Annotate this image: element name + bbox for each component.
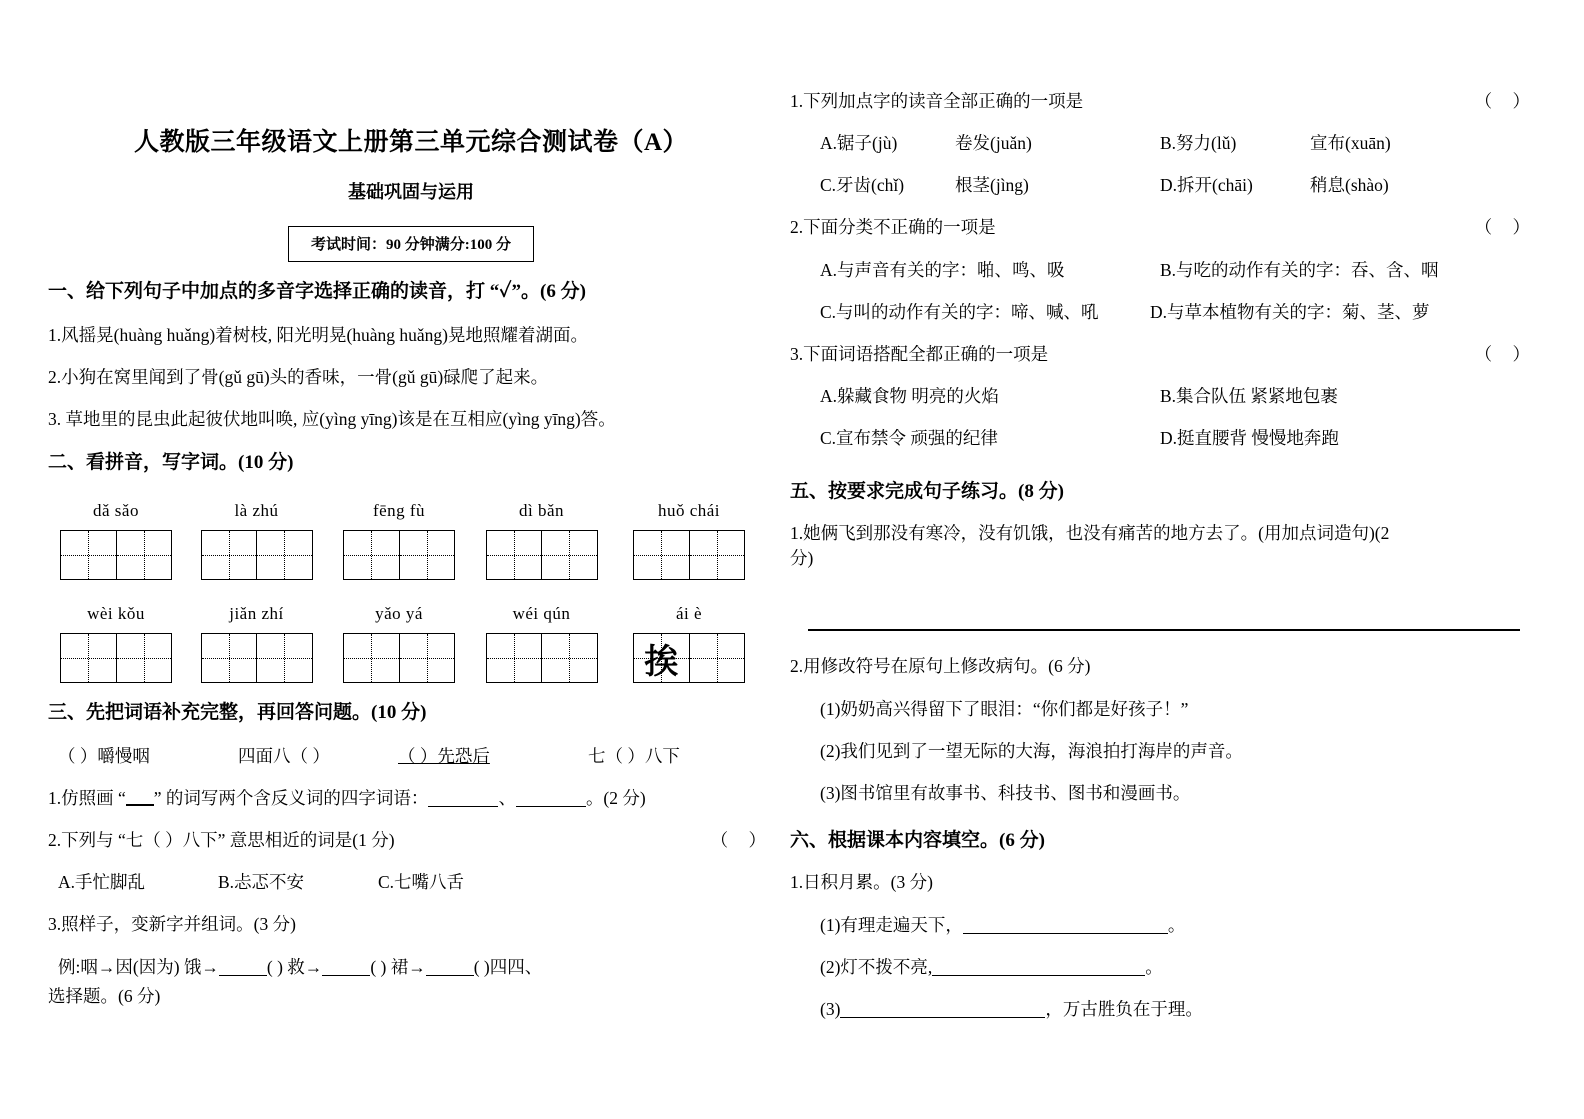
right-question-1 <box>790 88 1538 115</box>
section-6-question-1-heading: 1.日积月累。(3 分) <box>790 872 933 893</box>
writing-boxes-row-2 <box>48 633 774 683</box>
section-5-q2-item-2: (2)我们见到了一望无际的大海，海浪拍打海岸的声音。 <box>820 740 1243 761</box>
grid-glyph <box>487 531 542 579</box>
option-b[interactable]: B.集合队伍 紧紧地包裹 <box>1160 385 1338 406</box>
writing-boxes-row-1 <box>48 530 774 580</box>
answer-paren[interactable]: （ ） <box>710 830 774 851</box>
q3-stem: 3.下面词语搭配全都正确的一项是 <box>790 343 1049 364</box>
section-6-item-3 <box>790 996 1538 1023</box>
writing-grid[interactable] <box>343 633 455 683</box>
q2-stem: 2.下面分类不正确的一项是 <box>790 217 996 238</box>
page-subtitle: 基础巩固与运用 <box>348 182 474 202</box>
q1-stem: 1.下列加点字的读音全部正确的一项是 <box>790 91 1084 111</box>
pinyin-label: dǎ sǎo <box>93 501 139 521</box>
right-q2-options-row-1 <box>790 257 1538 284</box>
section-5-question-1-line-2: 分) <box>790 548 814 568</box>
option-d-word2[interactable]: 稍息(shào) <box>1310 175 1389 196</box>
grid-glyph <box>202 531 257 579</box>
section-6-heading: 六、根据课本内容填空。(6 分) <box>790 829 1045 851</box>
writing-grid[interactable] <box>633 530 745 580</box>
section-6-item-1 <box>790 912 1538 939</box>
answer-blank[interactable] <box>426 975 474 976</box>
section-3-question-3: 3.照样子，变新字并组词。(3 分) <box>48 914 296 935</box>
right-q1-options-row-1 <box>790 130 1538 157</box>
section-3-q2-options <box>48 869 774 896</box>
exam-info-box: 考试时间：90 分钟满分:100 分 <box>288 226 534 262</box>
option-a[interactable]: A.与声音有关的字：啪、鸣、吸 <box>820 259 1065 280</box>
pinyin-label: wéi qún <box>512 604 571 624</box>
pinyin-labels-row-1 <box>48 501 774 521</box>
pinyin-labels-row-2 <box>48 604 774 624</box>
writing-grid[interactable] <box>633 633 745 683</box>
item-3-suffix: ，万古胜负在于理。 <box>1045 998 1203 1019</box>
pinyin-label: dì bǎn <box>518 501 565 521</box>
pinyin-label: jiǎn zhí <box>229 604 284 624</box>
pinyin-label: huǒ chái <box>657 501 721 521</box>
section-6-item-2 <box>790 954 1538 981</box>
pinyin-grid-row-1 <box>48 501 774 580</box>
example-part-2: ( ) 裙→ <box>370 956 426 977</box>
option-c[interactable]: C.与叫的动作有关的字：啼、喊、吼 <box>820 301 1099 322</box>
section-2-heading: 二、看拼音，写字词。(10 分) <box>48 451 294 473</box>
pinyin-label: fēng fù <box>372 501 426 521</box>
section-3-heading: 三、先把词语补充完整，再回答问题。(10 分) <box>48 702 427 724</box>
grid-glyph <box>61 634 116 682</box>
writing-grid[interactable] <box>60 530 172 580</box>
section-5-heading: 五、按要求完成句子练习。(8 分) <box>790 481 1064 503</box>
section-5-q2-item-1: (1)奶奶高兴得留下了眼泪：“你们都是好孩子！” <box>820 698 1189 719</box>
answer-paren[interactable]: （ ） <box>1474 343 1538 364</box>
option-a[interactable]: A.手忙脚乱 <box>58 872 146 893</box>
answer-blank[interactable] <box>428 806 498 807</box>
section-3-q3-example <box>48 954 774 981</box>
right-question-2 <box>790 214 1538 241</box>
answer-blank[interactable] <box>963 933 1168 934</box>
answer-blank[interactable] <box>516 806 586 807</box>
section-1-heading: 一、给下列句子中加点的多音字选择正确的读音，打 “✓”。(6 分) <box>48 281 586 302</box>
answer-blank[interactable] <box>840 1017 1045 1018</box>
idiom-2[interactable]: 四面八（ ） <box>238 745 330 766</box>
sample-underline <box>126 804 154 806</box>
option-c-word2[interactable]: 根茎(jìng) <box>955 175 1029 196</box>
writing-grid[interactable] <box>201 633 313 683</box>
q1-end: 。(2 分) <box>585 788 646 808</box>
section-5-q2-item-3: (3)图书馆里有故事书、科技书、图书和漫画书。 <box>820 782 1191 803</box>
section-3-question-2 <box>48 827 774 854</box>
right-q2-options-row-2 <box>790 299 1538 326</box>
grid-glyph: 挨 <box>644 641 679 682</box>
option-c[interactable]: C.牙齿(chǐ) <box>820 175 905 196</box>
answer-blank[interactable] <box>322 975 370 976</box>
section-5-question-2-heading: 2.用修改符号在原句上修改病句。(6 分) <box>790 656 1091 677</box>
answer-blank[interactable] <box>932 975 1145 976</box>
exam-info-wrapper <box>48 226 774 262</box>
writing-grid[interactable] <box>201 530 313 580</box>
option-b[interactable]: B.忐忑不安 <box>218 872 305 893</box>
idiom-1[interactable]: （ ）嚼慢咽 <box>58 745 150 766</box>
answer-blank[interactable] <box>219 975 267 976</box>
right-q1-options-row-2 <box>790 172 1538 199</box>
pinyin-label: wèi kǒu <box>87 604 145 624</box>
writing-grid[interactable] <box>486 633 598 683</box>
section-3-q3-tail: 选择题。(6 分) <box>48 985 161 1006</box>
answer-rule[interactable] <box>808 629 1520 631</box>
right-column <box>790 0 1538 1119</box>
example-part-1: ( ) 救→ <box>266 956 323 977</box>
option-c[interactable]: C.七嘴八舌 <box>378 872 465 893</box>
grid-glyph <box>634 531 689 579</box>
option-b[interactable]: B.与吃的动作有关的字：吞、含、咽 <box>1160 259 1439 280</box>
pinyin-grid-row-2 <box>48 604 774 683</box>
answer-paren[interactable]: （ ） <box>1474 91 1538 111</box>
idiom-4[interactable]: 七（ ）八下 <box>588 745 680 766</box>
grid-glyph <box>344 634 399 682</box>
item-1-prefix: (1)有理走遍天下， <box>820 914 963 935</box>
item-3-prefix: (3) <box>820 998 841 1019</box>
example-prefix: 例:咽→因(因为) 饿→ <box>58 956 219 977</box>
option-d[interactable]: D.拆开(chāi) <box>1160 175 1253 196</box>
pinyin-label: ái è <box>675 604 703 624</box>
item-1-suffix: 。 <box>1167 914 1186 935</box>
option-b[interactable]: B.努力(lǔ) <box>1160 133 1237 154</box>
writing-grid[interactable] <box>60 633 172 683</box>
section-5-question-1-line-1: 1.她俩飞到那没有寒冷，没有饥饿，也没有痛苦的地方去了。(用加点词造句)(2 <box>790 522 1390 543</box>
right-q3-options-row-1 <box>790 383 1538 410</box>
section-1-item-2: 2.小狗在窝里闻到了骨(gǔ gū)头的香味，一骨(gǔ gū)碌爬了起来。 <box>48 366 549 387</box>
section-1-item-3: 3. 草地里的昆虫此起彼伏地叫唤, 应(yìng yīng)该是在互相应(yìng yīng)答。 <box>48 408 616 429</box>
q2-stem: 2.下列与 “七（ ）八下” 意思相近的词是(1 分) <box>48 830 395 851</box>
grid-glyph <box>202 634 257 682</box>
section-1-item-1: 1.风摇晃(huàng huǎng)着树枝, 阳光明晃(huàng huǎng)晃地照耀着湖面。 <box>48 324 589 345</box>
section-3-question-1 <box>48 785 774 812</box>
q1-prefix: 1.仿照画 “ <box>48 788 126 808</box>
option-c[interactable]: C.宣布禁令 顽强的纪律 <box>820 428 998 448</box>
page-title: 人教版三年级语文上册第三单元综合测试卷（A） <box>133 129 689 156</box>
grid-glyph <box>487 634 542 682</box>
answer-paren[interactable]: （ ） <box>1474 217 1538 238</box>
right-q3-options-row-2 <box>790 425 1538 452</box>
q1-middle: ” 的词写两个含反义词的四字词语： <box>153 788 429 808</box>
left-column <box>48 0 774 1119</box>
example-part-3: ( )四四、 <box>473 956 543 977</box>
q1-separator: 、 <box>498 788 516 808</box>
item-2-suffix: 。 <box>1145 956 1163 977</box>
option-d[interactable]: D.与草本植物有关的字：菊、茎、萝 <box>1150 301 1430 322</box>
idiom-fill-row <box>48 743 774 770</box>
option-b-word2[interactable]: 宣布(xuān) <box>1310 133 1391 154</box>
option-a-word2[interactable]: 卷发(juǎn) <box>955 133 1032 154</box>
pinyin-label: là zhú <box>234 501 279 521</box>
writing-grid[interactable] <box>343 530 455 580</box>
writing-grid[interactable] <box>486 530 598 580</box>
item-2-prefix: (2)灯不拨不亮, <box>820 956 933 977</box>
grid-glyph <box>61 531 116 579</box>
idiom-3[interactable]: （ ）先恐后 <box>398 745 490 766</box>
option-d[interactable]: D.挺直腰背 慢慢地奔跑 <box>1160 428 1339 448</box>
right-question-3 <box>790 341 1538 368</box>
pinyin-label: yǎo yá <box>375 604 423 624</box>
option-a[interactable]: A.躲藏食物 明亮的火焰 <box>820 385 999 406</box>
option-a[interactable]: A.锯子(jù) <box>820 133 898 154</box>
grid-glyph <box>344 531 399 579</box>
